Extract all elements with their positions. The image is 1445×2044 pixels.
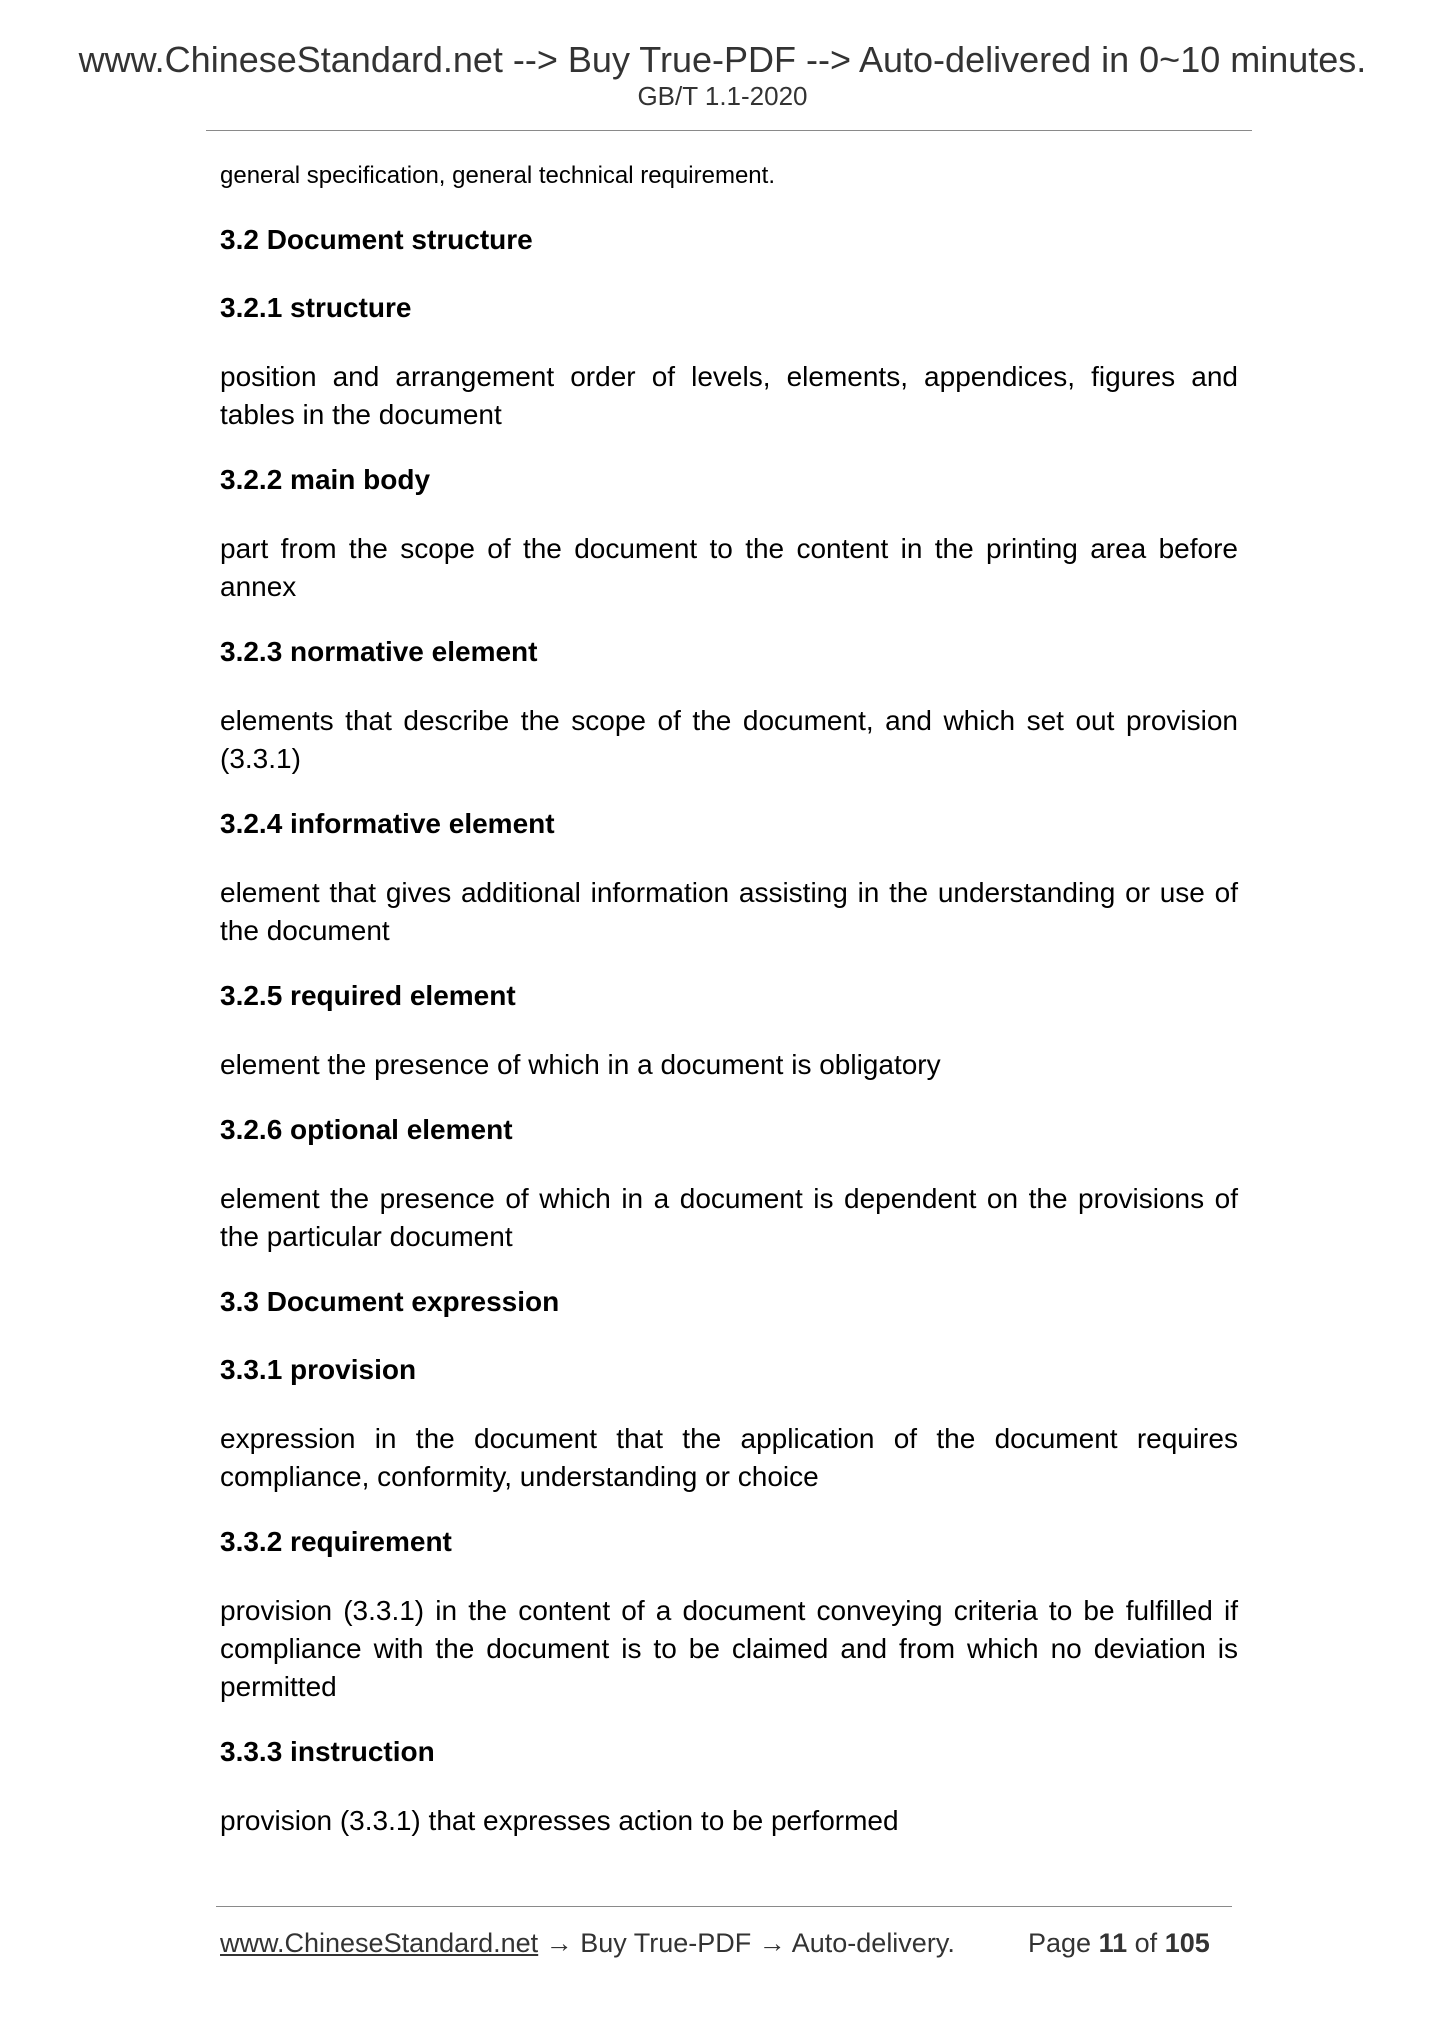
term-definition: expression in the document that the application of the document requires compliance, conformity, understanding or choice (220, 1423, 1238, 1492)
term-entry (220, 1284, 1238, 1320)
term-heading: 3.2.1 structure (220, 292, 412, 323)
document-body (220, 160, 1238, 1868)
term-entry (220, 1112, 1238, 1256)
term-entry (220, 290, 1238, 434)
term-heading: 3.3.3 instruction (220, 1736, 435, 1767)
footer-divider (216, 1906, 1232, 1907)
term-heading: 3.2.4 informative element (220, 808, 555, 839)
term-entry (220, 1524, 1238, 1706)
term-heading: 3.2.6 optional element (220, 1114, 513, 1145)
section-heading: 3.2 Document structure (220, 224, 533, 255)
total-pages: 105 (1164, 1928, 1210, 1958)
footer-promo (220, 1926, 955, 1960)
term-definition: part from the scope of the document to the content in the printing area before annex (220, 533, 1238, 602)
term-entry (220, 222, 1238, 258)
term-definition: elements that describe the scope of the document, and which set out provision (3.3.1) (220, 705, 1238, 774)
term-entry (220, 978, 1238, 1084)
term-definition: provision (3.3.1) in the content of a document conveying criteria to be fulfilled if compliance with the document is to be claimed and from which no deviation is permitted (220, 1595, 1238, 1702)
page-label: Page (1028, 1928, 1092, 1958)
term-entry (220, 806, 1238, 950)
intro-text: general specification, general technical requirement. (220, 162, 775, 189)
term-definition: element the presence of which in a document is obligatory (220, 1049, 941, 1080)
term-entry (220, 462, 1238, 606)
footer-site-link[interactable]: www.ChineseStandard.net (220, 1928, 539, 1958)
standard-code: GB/T 1.1-2020 (637, 81, 808, 111)
term-entry (220, 634, 1238, 778)
header-banner: www.ChineseStandard.net --> Buy True-PDF --> Auto-delivered in 0~10 minutes. (78, 39, 1367, 80)
term-definition: element that gives additional information assisting in the understanding or use of the document (220, 877, 1238, 946)
term-entry (220, 1352, 1238, 1496)
term-heading: 3.3.2 requirement (220, 1526, 452, 1557)
term-heading: 3.2.2 main body (220, 464, 431, 495)
term-heading: 3.2.3 normative element (220, 636, 538, 667)
term-definition: element the presence of which in a document is dependent on the provisions of the particular document (220, 1183, 1238, 1252)
page-number: 11 (1098, 1928, 1128, 1958)
of-label: of (1134, 1928, 1158, 1958)
footer-tagline: → Buy True-PDF → Auto-delivery. (538, 1928, 955, 1958)
term-definition: provision (3.3.1) that expresses action to be performed (220, 1805, 899, 1836)
term-definition: position and arrangement order of levels, elements, appendices, figures and tables in the document (220, 361, 1238, 430)
header-divider (206, 130, 1252, 131)
term-heading: 3.3.1 provision (220, 1354, 417, 1385)
section-heading: 3.3 Document expression (220, 1286, 560, 1317)
page-indicator (1028, 1926, 1210, 1960)
term-entry (220, 1734, 1238, 1840)
term-heading: 3.2.5 required element (220, 980, 516, 1011)
